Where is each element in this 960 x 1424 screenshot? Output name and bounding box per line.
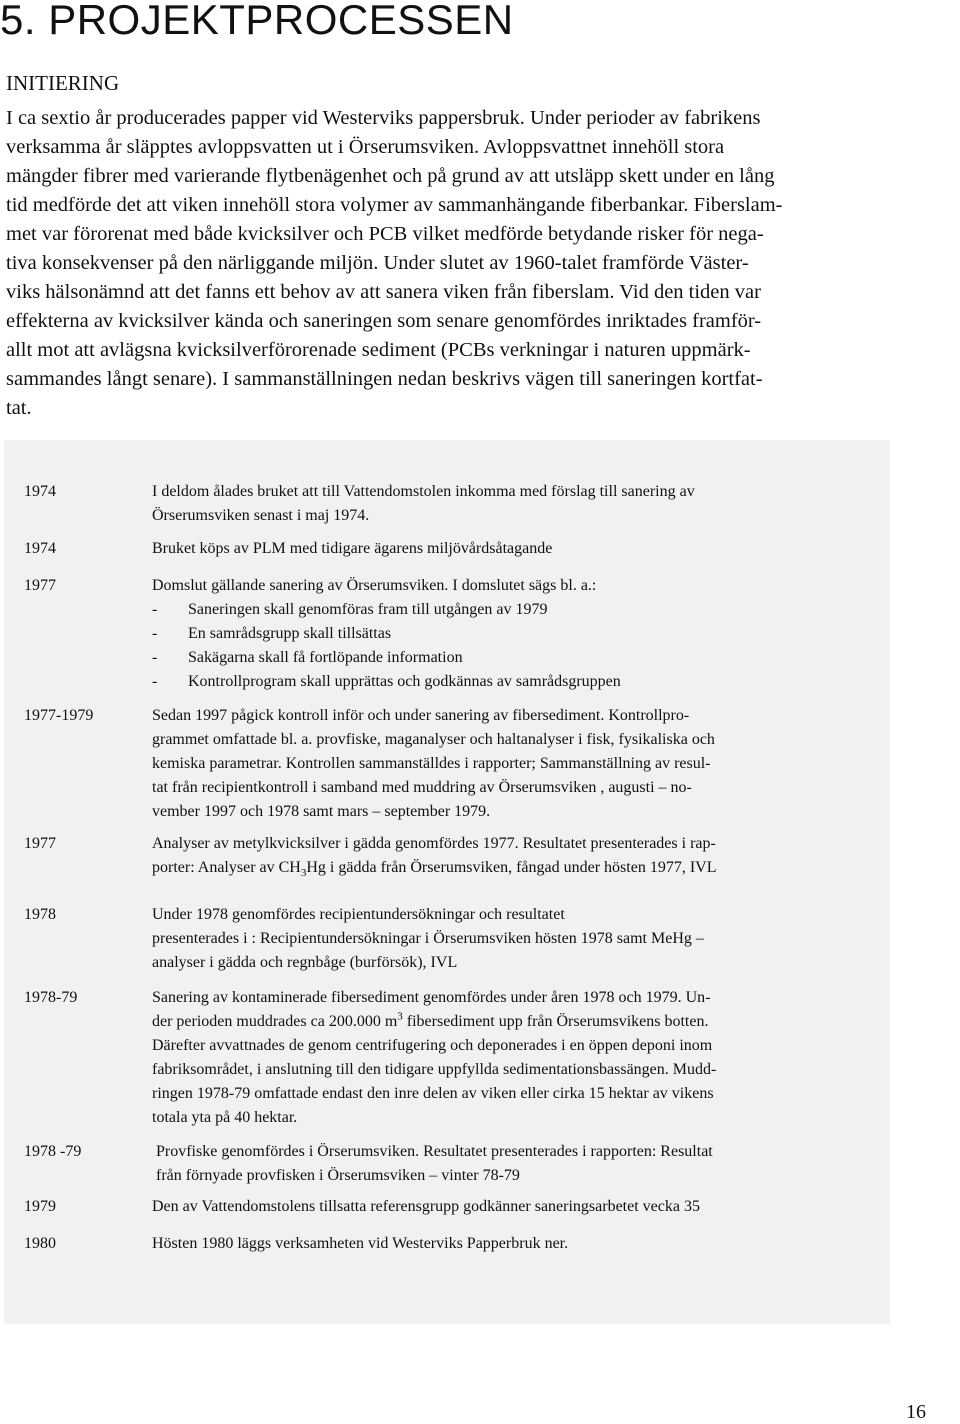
description-line: Provfiske genomfördes i Örserumsviken. Resultatet presenterades i rapporten: Resultat: [156, 1143, 713, 1160]
volume-post: fibersediment upp från Örserumsvikens botten.: [402, 1013, 709, 1030]
volume-sup: 3: [397, 1010, 403, 1023]
timeline-description: [156, 1140, 886, 1188]
timeline-year: 1977: [24, 835, 56, 852]
bullet-item: - En samrådsgrupp skall tillsättas: [152, 625, 392, 642]
description-line: [152, 856, 882, 880]
description-line: Sanering av kontaminerade fibersediment genomfördes under åren 1978 och 1979. Un-: [152, 989, 711, 1006]
timeline-description: [152, 480, 882, 528]
bullet-item: - Saneringen skall genomföras fram till utgången av 1979: [152, 601, 548, 618]
intro-line: I ca sextio år producerades papper vid Westerviks pappersbruk. Under perioder av fabrikens: [6, 107, 761, 129]
timeline-year: 1974: [24, 483, 56, 500]
timeline-description: [152, 1195, 882, 1219]
timeline-year: 1980: [24, 1235, 56, 1252]
intro-line: tat.: [6, 397, 32, 419]
section-heading: 5. PROJEKTPROCESSEN: [0, 0, 514, 43]
timeline-description: [152, 903, 882, 975]
description-line: totala yta på 40 hektar.: [152, 1109, 298, 1126]
description-line: Bruket köps av PLM med tidigare ägarens miljövårdsåtagande: [152, 540, 553, 557]
description-line: Under 1978 genomfördes recipientundersökningar och resultatet: [152, 906, 565, 923]
description-line: Den av Vattendomstolens tillsatta referensgrupp godkänner saneringsarbetet vecka 35: [152, 1198, 700, 1215]
description-line: ringen 1978-79 omfattade endast den inre delen av viken eller cirka 15 hektar av vikens: [152, 1085, 714, 1102]
intro-line: sammandes långt senare). I sammanställningen nedan beskrivs vägen till saneringen kortfat-: [6, 368, 763, 390]
description-line: Domslut gällande sanering av Örserumsviken. I domslutet sägs bl. a.:: [152, 577, 597, 594]
description-line: Sedan 1997 pågick kontroll inför och under sanering av fibersediment. Kontrollpro-: [152, 707, 690, 724]
formula-sub: 3: [300, 867, 307, 880]
intro-line: effekterna av kvicksilver kända och saneringen som senare genomfördes inriktades framför-: [6, 310, 762, 332]
description-line: vember 1997 och 1978 samt mars – september 1979.: [152, 803, 491, 820]
intro-line: tid medförde det att viken innehöll stora volymer av sammanhängande fiberbankar. Fiberslam-: [6, 194, 783, 216]
bullet-text: Saneringen skall genomföras fram till utgången av 1979: [188, 601, 548, 618]
description-line: Därefter avvattnades de genom centrifugering och deponerades i en öppen deponi inom: [152, 1037, 713, 1054]
intro-line: tiva konsekvenser på den närliggande miljön. Under slutet av 1960-talet framförde Väster-: [6, 252, 749, 274]
bullet-text: Sakägarna skall få fortlöpande information: [188, 649, 463, 666]
description-line: Örserumsviken senast i maj 1974.: [152, 507, 370, 524]
description-line: Analyser av metylkvicksilver i gädda genomfördes 1977. Resultatet presenterades i rap-: [152, 835, 716, 852]
description-line: från förnyade provfisken i Örserumsviken – vinter 78-79: [156, 1167, 520, 1184]
intro-line: met var förorenat med både kvicksilver och PCB vilket medförde betydande risker för nega-: [6, 223, 764, 245]
volume-pre: der perioden muddrades ca 200.000 m: [152, 1013, 398, 1030]
intro-line: mängder fibrer med varierande flytbenägenhet och på grund av att utsläpp skett under en lång: [6, 165, 775, 187]
timeline-description: [152, 704, 882, 824]
description-line: I deldom ålades bruket att till Vattendomstolen inkomma med förslag till sanering av: [152, 483, 695, 500]
timeline-description: [152, 1232, 882, 1256]
intro-line: viks hälsonämnd att det fanns ett behov av att sanera viken från fiberslam. Vid den tiden var: [6, 281, 761, 303]
bullet-item: - Sakägarna skall få fortlöpande information: [152, 649, 463, 666]
description-line: Hösten 1980 läggs verksamheten vid Westerviks Papperbruk ner.: [152, 1235, 569, 1252]
timeline-year: 1978: [24, 906, 56, 923]
intro-line: allt mot att avlägsna kvicksilverförorenade sediment (PCBs verkningar i naturen uppmärk-: [6, 339, 751, 361]
timeline-description: [152, 986, 882, 1130]
timeline-box: [4, 440, 890, 1324]
timeline-year: 1978 -79: [24, 1143, 82, 1160]
formula-post: Hg i gädda från Örserumsviken, fångad under hösten 1977, IVL: [306, 859, 717, 876]
description-line: presenterades i : Recipientundersökningar i Örserumsviken hösten 1978 samt MeHg –: [152, 930, 704, 947]
page-number: 16: [906, 1401, 926, 1423]
timeline-year: 1979: [24, 1198, 56, 1215]
bullet-text: En samrådsgrupp skall tillsättas: [188, 625, 392, 642]
timeline-description: [152, 537, 882, 561]
description-line: tat från recipientkontroll i samband med muddring av Örserumsviken , augusti – no-: [152, 779, 692, 796]
timeline-year: 1978-79: [24, 989, 78, 1006]
formula-pre: porter: Analyser av CH: [152, 859, 301, 876]
bullet-text: Kontrollprogram skall upprättas och godkännas av samrådsgruppen: [188, 673, 621, 690]
description-line: kemiska parametrar. Kontrollen sammanställdes i rapporter; Sammanställning av resul-: [152, 755, 711, 772]
intro-paragraph: [6, 104, 932, 423]
intro-line: verksamma år släpptes avloppsvatten ut i Örserumsviken. Avloppsvattnet innehöll stora: [6, 136, 725, 158]
timeline-year: 1977-1979: [24, 707, 94, 724]
description-line: [152, 1010, 882, 1034]
bullet-item: - Kontrollprogram skall upprättas och godkännas av samrådsgruppen: [152, 673, 621, 690]
subsection-heading: INITIERING: [6, 71, 120, 95]
description-line: fabriksområdet, i anslutning till den tidigare uppfyllda sedimentationsbassängen. Mudd-: [152, 1061, 717, 1078]
description-line: analyser i gädda och regnbåge (burförsök), IVL: [152, 954, 458, 971]
timeline-year: 1977: [24, 577, 56, 594]
description-line: grammet omfattade bl. a. provfiske, maganalyser och haltanalyser i fisk, fysikaliska och: [152, 731, 715, 748]
timeline-description: [152, 832, 882, 880]
timeline-description: [152, 574, 882, 694]
timeline-year: 1974: [24, 540, 56, 557]
